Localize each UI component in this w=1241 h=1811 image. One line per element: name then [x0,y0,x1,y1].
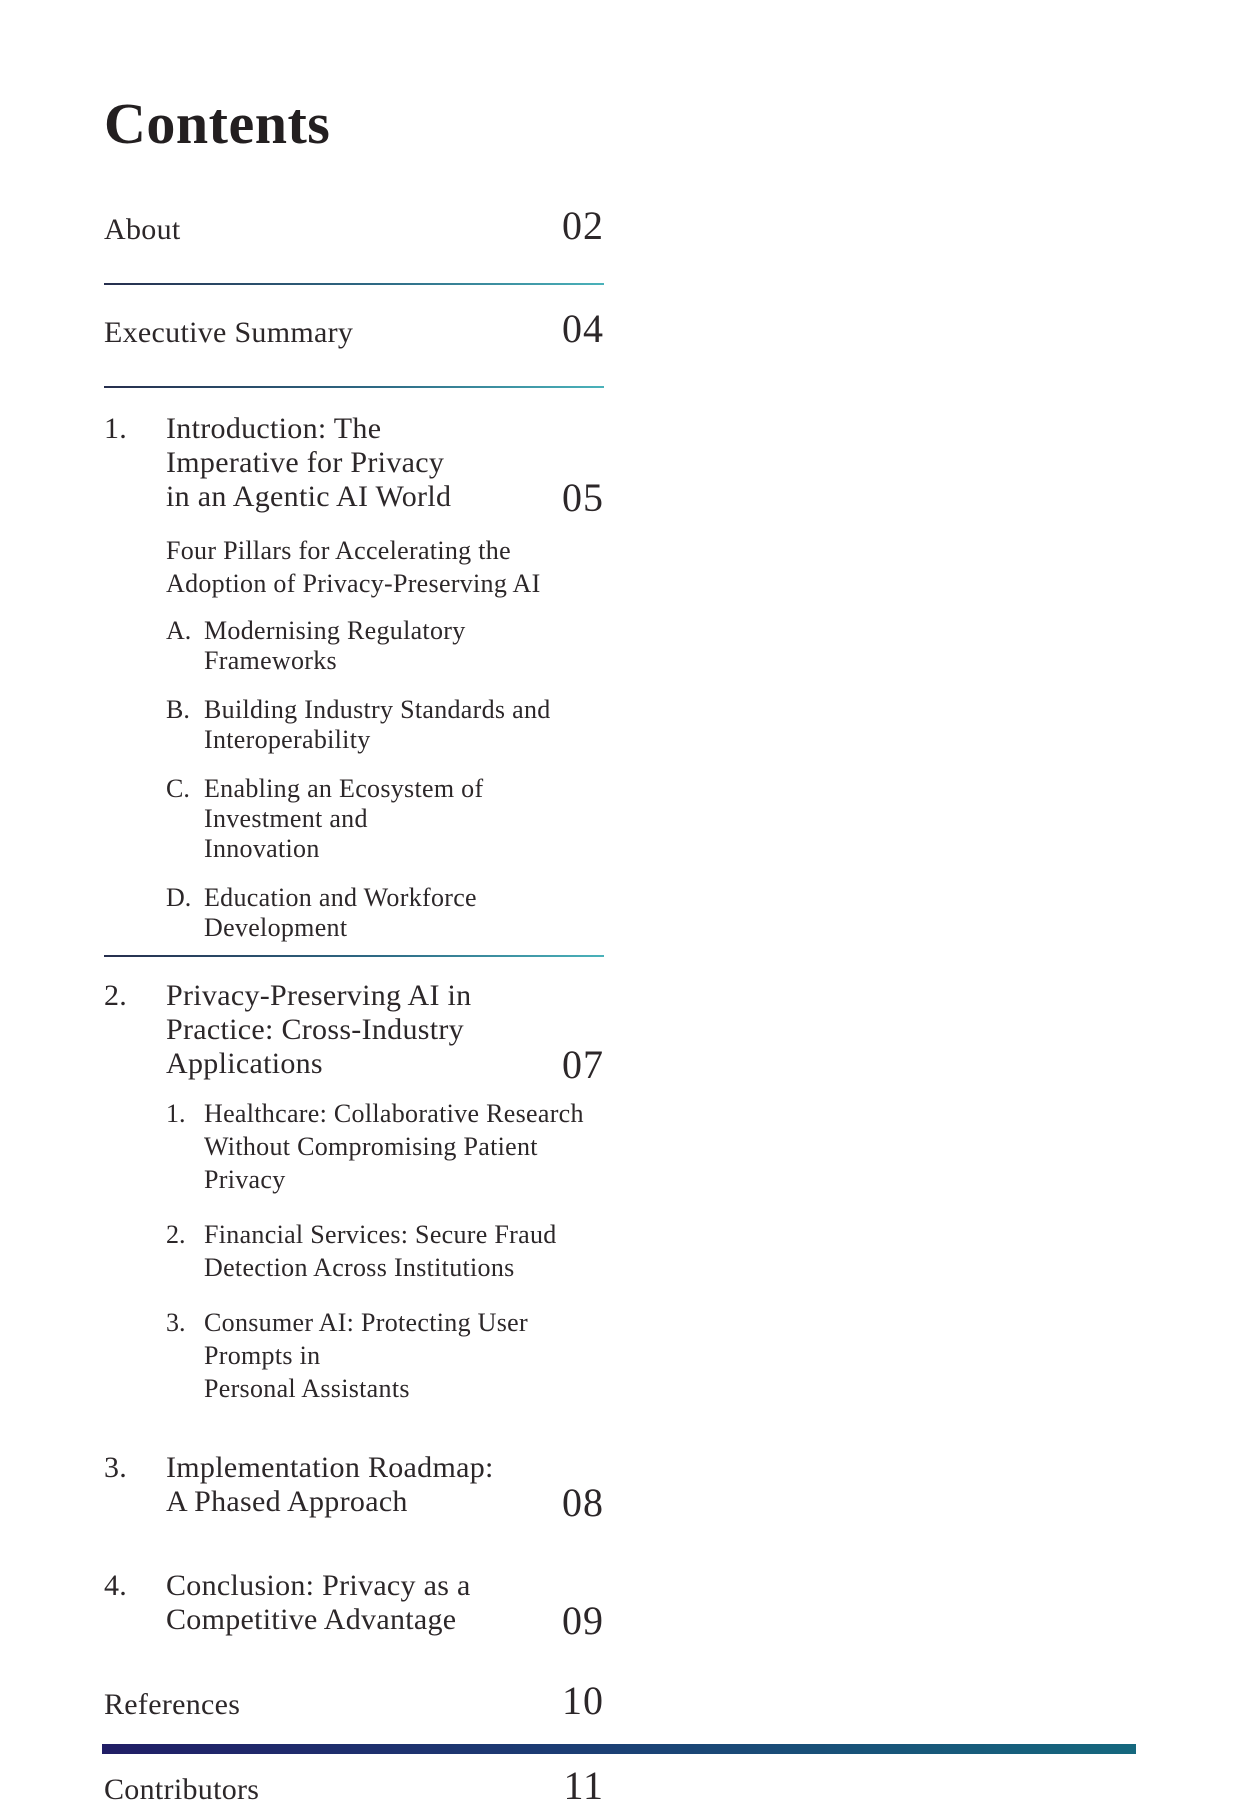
subitem-text-line: Enabling an Ecosystem of Investment and [204,773,484,833]
subitem-marker: D. [166,882,192,912]
toc-subitem-healthcare[interactable] [166,1097,604,1196]
subitem-text-line: Financial Services: Secure Fraud [204,1219,557,1249]
toc-entry-page-number: 04 [562,305,604,351]
section-page-number: 08 [562,1479,604,1525]
subtitle-line: Four Pillars for Accelerating the [166,535,511,565]
toc-subitem-c[interactable] [166,774,604,864]
section-title [166,412,604,514]
subitem-marker: A. [166,615,192,645]
toc-entry-page-number: 02 [562,202,604,248]
toc-entry-contributors[interactable] [104,1762,604,1811]
section-1-subtitle [166,534,604,600]
section-1-lettered-list [166,616,604,943]
toc-subitem-financial-services[interactable] [166,1218,604,1284]
subitem-text-line: Healthcare: Collaborative Research [204,1098,584,1128]
toc-entry-about[interactable] [104,202,604,251]
toc-entry-executive-summary[interactable] [104,305,604,354]
section-title [166,1451,604,1519]
subitem-marker: B. [166,694,190,724]
toc-subitem-b[interactable] [166,695,604,755]
page-title: Contents [104,91,331,156]
section-title-line: Practice: Cross-Industry [166,1012,464,1046]
toc-entry-page-number: 11 [563,1762,604,1808]
divider [104,283,604,285]
subitem-text-line: Modernising Regulatory Frameworks [204,615,466,675]
toc-section-1-introduction[interactable] [104,411,604,520]
subitem-text-line: Detection Across Institutions [204,1252,515,1282]
subitem-marker: 2. [166,1219,186,1249]
subtitle-line: Adoption of Privacy-Preserving AI [166,568,541,598]
toc-section-4-conclusion[interactable] [104,1568,604,1643]
divider [104,955,604,957]
toc-entry-label: About [104,212,181,246]
section-title [166,1569,604,1637]
toc-entry-references[interactable] [104,1677,604,1726]
section-title-line: Conclusion: Privacy as a [166,1568,471,1602]
section-number: 2. [104,978,128,1012]
section-title-line: A Phased Approach [166,1484,408,1518]
section-number: 1. [104,411,128,445]
section-page-number: 09 [562,1597,604,1643]
section-title-line: Competitive Advantage [166,1602,457,1636]
section-title-line: Introduction: The [166,411,382,445]
subitem-text-line: Personal Assistants [204,1373,410,1403]
section-page-number: 05 [562,474,604,520]
toc-subitem-a[interactable] [166,616,604,676]
section-number: 4. [104,1568,128,1602]
divider [104,386,604,388]
toc-section-3-implementation-roadmap[interactable] [104,1450,604,1525]
toc-section-2-privacy-in-practice[interactable] [104,978,604,1087]
section-number: 3. [104,1450,128,1484]
section-title [166,979,604,1081]
subitem-marker: 3. [166,1307,186,1337]
toc-content-column [104,0,604,1811]
subitem-text-line: Without Compromising Patient Privacy [204,1131,538,1194]
subitem-text-line: Innovation [204,833,320,863]
toc-entry-label: Executive Summary [104,315,354,349]
toc-subitem-consumer-ai[interactable] [166,1306,604,1405]
subitem-marker: C. [166,773,190,803]
section-page-number: 07 [562,1041,604,1087]
section-title-line: Privacy-Preserving AI in [166,978,472,1012]
subitem-text-line: Interoperability [204,724,371,754]
toc-subitem-d[interactable] [166,883,604,943]
section-title-line: Imperative for Privacy [166,445,445,479]
subitem-text-line: Consumer AI: Protecting User Prompts in [204,1307,528,1370]
section-title-line: Implementation Roadmap: [166,1450,494,1484]
toc-entry-label: References [104,1687,241,1721]
subitem-text-line: Education and Workforce Development [204,882,477,942]
section-title-line: Applications [166,1046,323,1080]
subitem-text-line: Building Industry Standards and [204,694,551,724]
subitem-marker: 1. [166,1098,186,1128]
section-2-numbered-list [166,1097,604,1405]
bottom-accent-bar [102,1744,1136,1754]
toc-entry-label: Contributors [104,1772,260,1806]
toc-entry-page-number: 10 [562,1677,604,1723]
section-title-line: in an Agentic AI World [166,479,452,513]
